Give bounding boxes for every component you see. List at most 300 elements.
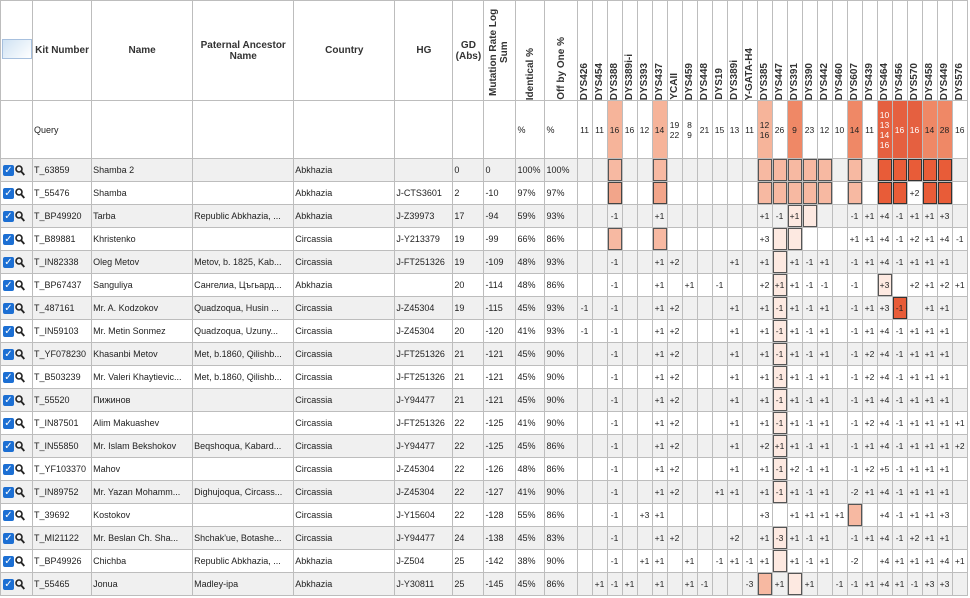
magnifier-icon[interactable] [15, 372, 25, 383]
marker-diff [592, 274, 607, 297]
off-by-one-pct: 97% [545, 182, 577, 205]
marker-diff [712, 343, 727, 366]
paternal-ancestor: Shchak'ue, Botashe... [193, 527, 294, 550]
off-by-one-pct: 86% [545, 504, 577, 527]
table-row[interactable] [1, 251, 968, 274]
magnifier-icon[interactable] [15, 533, 25, 544]
marker-diff [937, 159, 952, 182]
row-checkbox[interactable]: ✓ [4, 302, 13, 314]
row-checkbox[interactable]: ✓ [4, 325, 13, 337]
query-marker-value: 11 [742, 101, 757, 159]
marker-diff: +2 [667, 435, 682, 458]
identical-pct: 45% [516, 527, 545, 550]
paternal-ancestor: Madley-ipa [193, 573, 294, 596]
marker-diff: -1 [772, 297, 787, 320]
genetic-distance: 22 [453, 435, 484, 458]
marker-diff: +1 [652, 435, 667, 458]
marker-diff [682, 228, 697, 251]
col-marker-dys459[interactable] [682, 1, 697, 101]
marker-diff: +1 [787, 366, 802, 389]
table-row[interactable] [1, 435, 968, 458]
marker-diff: +4 [877, 412, 892, 435]
row-checkbox[interactable]: ✓ [4, 486, 13, 498]
row-checkbox[interactable]: ✓ [4, 463, 13, 475]
marker-diff: +2 [757, 435, 772, 458]
col-marker-dys576[interactable] [952, 1, 967, 101]
marker-diff [622, 366, 637, 389]
kit-number[interactable]: T_BP49920 [33, 205, 92, 228]
marker-diff [742, 366, 757, 389]
marker-diff [742, 182, 757, 205]
marker-diff [592, 504, 607, 527]
col-marker-dys391[interactable] [787, 1, 802, 101]
kit-number[interactable]: T_487161 [33, 297, 92, 320]
row-actions [1, 435, 33, 458]
marker-diff: +1 [817, 550, 832, 573]
col-country[interactable]: Country [294, 1, 395, 101]
col-marker-dys19[interactable] [712, 1, 727, 101]
col-marker-dys456[interactable] [892, 1, 907, 101]
row-actions [1, 251, 33, 274]
marker-diff [637, 458, 652, 481]
kit-number[interactable]: T_IN87501 [33, 412, 92, 435]
marker-diff: +1 [937, 320, 952, 343]
marker-diff: +1 [757, 527, 772, 550]
row-checkbox[interactable]: ✓ [4, 555, 13, 567]
marker-diff [697, 343, 712, 366]
marker-diff: +1 [817, 366, 832, 389]
magnifier-icon[interactable] [15, 510, 25, 521]
marker-diff [667, 228, 682, 251]
off-by-one-pct: 86% [545, 274, 577, 297]
magnifier-icon[interactable] [15, 441, 25, 452]
col-kit-number[interactable]: Kit Number [33, 1, 92, 101]
paternal-ancestor [193, 412, 294, 435]
query-empty-cell [193, 101, 294, 159]
magnifier-icon[interactable] [15, 165, 25, 176]
marker-diff [817, 573, 832, 596]
person-name: Tarba [92, 205, 193, 228]
query-off-by-one: % [545, 101, 577, 159]
marker-label: DYS607 [849, 62, 861, 100]
table-row[interactable] [1, 481, 968, 504]
kit-number[interactable]: T_IN55850 [33, 435, 92, 458]
marker-diff: +1 [937, 481, 952, 504]
identical-pct: 66% [516, 228, 545, 251]
marker-diff [592, 481, 607, 504]
col-marker-ycaii[interactable] [667, 1, 682, 101]
magnifier-icon[interactable] [15, 464, 25, 475]
marker-diff: +1 [787, 320, 802, 343]
col-marker-dys437[interactable] [652, 1, 667, 101]
off-by-one-pct: 86% [545, 228, 577, 251]
col-marker-dys447[interactable] [772, 1, 787, 101]
marker-diff: +2 [727, 527, 742, 550]
magnifier-icon[interactable] [15, 579, 25, 590]
kit-number[interactable]: T_IN89752 [33, 481, 92, 504]
kit-number[interactable]: T_55520 [33, 389, 92, 412]
marker-diff: +1 [727, 366, 742, 389]
marker-diff: +2 [667, 251, 682, 274]
col-identical[interactable] [516, 1, 545, 101]
col-gd[interactable]: GD (Abs) [453, 1, 484, 101]
mutation-rate: -121 [484, 389, 516, 412]
col-paternal[interactable]: Paternal Ancestor Name [193, 1, 294, 101]
marker-diff [952, 481, 967, 504]
marker-diff [667, 205, 682, 228]
marker-diff: +1 [937, 343, 952, 366]
marker-diff [637, 435, 652, 458]
col-off-by-one[interactable] [545, 1, 577, 101]
query-marker-part: 16 [879, 139, 890, 150]
marker-diff [832, 389, 847, 412]
marker-diff: -1 [802, 412, 817, 435]
marker-diff [757, 182, 772, 205]
person-name: Khasanbi Metov [92, 343, 193, 366]
marker-diff [697, 159, 712, 182]
magnifier-icon[interactable] [15, 556, 25, 567]
paternal-ancestor [193, 458, 294, 481]
kit-number[interactable]: T_39692 [33, 504, 92, 527]
col-marker-dys464[interactable] [877, 1, 892, 101]
marker-diff: +1 [922, 458, 937, 481]
table-row[interactable] [1, 205, 968, 228]
col-marker-dys449[interactable] [937, 1, 952, 101]
marker-diff [832, 297, 847, 320]
table-row[interactable] [1, 458, 968, 481]
row-checkbox[interactable]: ✓ [4, 279, 13, 291]
marker-diff: +1 [937, 412, 952, 435]
marker-diff: -1 [772, 366, 787, 389]
marker-diff [712, 412, 727, 435]
row-checkbox[interactable]: ✓ [4, 256, 13, 268]
kit-number[interactable]: T_63859 [33, 159, 92, 182]
kit-number[interactable]: T_B89881 [33, 228, 92, 251]
row-actions [1, 182, 33, 205]
marker-diff [832, 366, 847, 389]
marker-diff: -1 [577, 320, 592, 343]
kit-number[interactable]: T_MI21122 [33, 527, 92, 550]
marker-diff: +1 [787, 251, 802, 274]
magnifier-icon[interactable] [15, 326, 25, 337]
query-marker-value: 11 [577, 101, 592, 159]
marker-diff [577, 205, 592, 228]
marker-diff: +1 [652, 458, 667, 481]
marker-diff [892, 182, 907, 205]
col-marker-dys389i-i[interactable] [622, 1, 637, 101]
col-marker-dys389i[interactable] [727, 1, 742, 101]
marker-diff [592, 251, 607, 274]
person-name: Mr. Beslan Ch. Sha... [92, 527, 193, 550]
marker-diff: +1 [907, 504, 922, 527]
marker-diff [637, 182, 652, 205]
genetic-distance: 0 [453, 159, 484, 182]
off-by-one-pct: 90% [545, 389, 577, 412]
table-row[interactable] [1, 550, 968, 573]
marker-diff [877, 182, 892, 205]
row-actions [1, 389, 33, 412]
magnifier-icon[interactable] [15, 188, 25, 199]
paternal-ancestor: Met, b.1860, Qilishb... [193, 343, 294, 366]
marker-diff [832, 435, 847, 458]
table-row[interactable] [1, 228, 968, 251]
row-checkbox[interactable]: ✓ [4, 440, 13, 452]
marker-diff [712, 159, 727, 182]
marker-diff: +1 [907, 320, 922, 343]
col-marker-dys388[interactable] [607, 1, 622, 101]
query-select-cell [1, 101, 33, 159]
col-marker-dys390[interactable] [802, 1, 817, 101]
marker-diff [577, 550, 592, 573]
table-row[interactable] [1, 297, 968, 320]
marker-diff: -1 [832, 573, 847, 596]
marker-diff: -1 [607, 274, 622, 297]
col-marker-dys439[interactable] [862, 1, 877, 101]
table-row[interactable] [1, 182, 968, 205]
marker-diff: +1 [922, 228, 937, 251]
query-marker-value: 16 [907, 101, 922, 159]
query-label: Query [33, 101, 92, 159]
query-marker-value: 23 [802, 101, 817, 159]
row-actions [1, 504, 33, 527]
marker-diff: +1 [757, 412, 772, 435]
col-marker-dys460[interactable] [832, 1, 847, 101]
query-marker-value: 21 [697, 101, 712, 159]
kit-number[interactable]: T_IN82338 [33, 251, 92, 274]
haplogroup: J-Y94477 [395, 389, 453, 412]
marker-label: DYS437 [654, 62, 666, 100]
query-empty-cell [92, 101, 193, 159]
paternal-ancestor: Met, b.1860, Qilishb... [193, 366, 294, 389]
table-row[interactable] [1, 159, 968, 182]
marker-diff: -1 [772, 458, 787, 481]
row-checkbox[interactable]: ✓ [4, 210, 13, 222]
marker-diff: -1 [847, 435, 862, 458]
marker-diff [802, 182, 817, 205]
marker-diff: +1 [757, 297, 772, 320]
marker-diff [577, 412, 592, 435]
marker-diff [772, 228, 787, 251]
col-marker-dys442[interactable] [817, 1, 832, 101]
col-marker-dys570[interactable] [907, 1, 922, 101]
mutation-rate: -125 [484, 435, 516, 458]
marker-diff: -1 [802, 320, 817, 343]
marker-diff [697, 182, 712, 205]
marker-diff [832, 228, 847, 251]
person-name: Mr. A. Kodzokov [92, 297, 193, 320]
row-actions [1, 343, 33, 366]
row-checkbox[interactable]: ✓ [4, 371, 13, 383]
table-row[interactable] [1, 274, 968, 297]
marker-diff: +1 [862, 251, 877, 274]
col-marker-dys458[interactable] [922, 1, 937, 101]
marker-diff [757, 159, 772, 182]
marker-diff [637, 159, 652, 182]
genetic-distance: 21 [453, 389, 484, 412]
magnifier-icon[interactable] [15, 395, 25, 406]
marker-diff: +1 [592, 573, 607, 596]
identical-pct: 45% [516, 366, 545, 389]
marker-diff: +3 [757, 504, 772, 527]
marker-diff [952, 504, 967, 527]
person-name: Alim Makuashev [92, 412, 193, 435]
marker-diff [592, 389, 607, 412]
table-row[interactable] [1, 320, 968, 343]
marker-diff [787, 159, 802, 182]
marker-diff: +1 [727, 251, 742, 274]
marker-diff [682, 481, 697, 504]
haplogroup: J-Y94477 [395, 527, 453, 550]
row-checkbox[interactable]: ✓ [4, 187, 13, 199]
marker-diff: +1 [922, 527, 937, 550]
query-marker-part: 16 [759, 129, 770, 140]
marker-diff: +1 [787, 297, 802, 320]
row-checkbox[interactable]: ✓ [4, 509, 13, 521]
table-row[interactable] [1, 366, 968, 389]
kit-number[interactable]: T_B503239 [33, 366, 92, 389]
table-row[interactable] [1, 573, 968, 596]
marker-diff: +1 [757, 320, 772, 343]
marker-diff [772, 251, 787, 274]
identical-pct: 45% [516, 573, 545, 596]
marker-diff [922, 159, 937, 182]
marker-label: DYS389i-i [624, 53, 636, 100]
marker-diff [682, 159, 697, 182]
row-checkbox[interactable]: ✓ [4, 164, 13, 176]
marker-diff: +4 [877, 527, 892, 550]
marker-diff: -1 [847, 205, 862, 228]
row-actions [1, 320, 33, 343]
country: Circassia [294, 481, 395, 504]
table-row[interactable] [1, 389, 968, 412]
table-row[interactable] [1, 412, 968, 435]
marker-diff [652, 159, 667, 182]
marker-diff [742, 435, 757, 458]
row-actions [1, 205, 33, 228]
col-mutation-rate[interactable] [484, 1, 516, 101]
row-actions [1, 297, 33, 320]
marker-diff [577, 366, 592, 389]
row-checkbox[interactable]: ✓ [4, 348, 13, 360]
kit-number[interactable]: T_55465 [33, 573, 92, 596]
magnifier-icon[interactable] [15, 303, 25, 314]
country: Circassia [294, 251, 395, 274]
query-marker-part: 14 [879, 129, 890, 140]
marker-diff [577, 274, 592, 297]
marker-diff: +1 [787, 205, 802, 228]
col-hg[interactable]: HG [395, 1, 453, 101]
marker-diff [607, 228, 622, 251]
row-actions [1, 159, 33, 182]
magnifier-icon[interactable] [15, 349, 25, 360]
query-marker-value: 26 [772, 101, 787, 159]
row-checkbox[interactable]: ✓ [4, 417, 13, 429]
marker-diff [682, 412, 697, 435]
haplogroup: J-FT251326 [395, 251, 453, 274]
marker-diff [637, 412, 652, 435]
magnifier-icon[interactable] [15, 257, 25, 268]
magnifier-icon[interactable] [15, 280, 25, 291]
marker-diff: +4 [877, 481, 892, 504]
marker-label: DYS385 [759, 62, 771, 100]
marker-diff: +4 [877, 205, 892, 228]
marker-diff [712, 458, 727, 481]
marker-diff [592, 297, 607, 320]
marker-diff [637, 297, 652, 320]
marker-diff [682, 435, 697, 458]
row-checkbox[interactable]: ✓ [4, 532, 13, 544]
select-all-header[interactable] [1, 1, 33, 101]
magnifier-icon[interactable] [15, 487, 25, 498]
kit-number[interactable]: T_YF103370 [33, 458, 92, 481]
country: Circassia [294, 297, 395, 320]
marker-diff: +1 [817, 320, 832, 343]
kit-number[interactable]: T_BP67437 [33, 274, 92, 297]
person-name: Mr. Metin Sonmez [92, 320, 193, 343]
mutation-rate: -128 [484, 504, 516, 527]
col-marker-dys393[interactable] [637, 1, 652, 101]
genetic-distance: 17 [453, 205, 484, 228]
kit-number[interactable]: T_BP49926 [33, 550, 92, 573]
marker-diff [832, 550, 847, 573]
genetic-distance: 22 [453, 412, 484, 435]
kit-number[interactable]: T_YF078230 [33, 343, 92, 366]
marker-diff: +1 [652, 527, 667, 550]
row-checkbox[interactable]: ✓ [4, 233, 13, 245]
marker-diff [682, 182, 697, 205]
marker-diff: +2 [907, 228, 922, 251]
col-marker-dys448[interactable] [697, 1, 712, 101]
marker-diff: +4 [877, 435, 892, 458]
country: Circassia [294, 228, 395, 251]
col-marker-dys454[interactable] [592, 1, 607, 101]
marker-diff: +1 [922, 389, 937, 412]
marker-diff: +3 [937, 504, 952, 527]
marker-diff: +1 [922, 435, 937, 458]
haplogroup: J-Z39973 [395, 205, 453, 228]
col-marker-y-gata-h4[interactable] [742, 1, 757, 101]
table-row[interactable] [1, 343, 968, 366]
table-row[interactable] [1, 527, 968, 550]
col-marker-dys385[interactable] [757, 1, 772, 101]
magnifier-icon[interactable] [15, 211, 25, 222]
marker-diff [622, 343, 637, 366]
marker-diff [712, 527, 727, 550]
identical-pct: 38% [516, 550, 545, 573]
row-checkbox[interactable]: ✓ [4, 394, 13, 406]
marker-diff [832, 481, 847, 504]
marker-diff: +3 [877, 274, 892, 297]
country: Circassia [294, 412, 395, 435]
row-checkbox[interactable]: ✓ [4, 578, 13, 590]
kit-number[interactable]: T_IN59103 [33, 320, 92, 343]
marker-diff: +1 [727, 297, 742, 320]
kit-number[interactable]: T_55476 [33, 182, 92, 205]
col-marker-dys426[interactable] [577, 1, 592, 101]
marker-label: DYS447 [774, 62, 786, 100]
marker-diff: -1 [847, 320, 862, 343]
table-row[interactable] [1, 504, 968, 527]
identical-pct: 48% [516, 251, 545, 274]
marker-diff: +4 [877, 366, 892, 389]
col-marker-dys607[interactable] [847, 1, 862, 101]
marker-diff: +1 [652, 343, 667, 366]
marker-diff [862, 182, 877, 205]
magnifier-icon[interactable] [15, 418, 25, 429]
magnifier-icon[interactable] [15, 234, 25, 245]
col-name[interactable]: Name [92, 1, 193, 101]
marker-diff: +1 [652, 550, 667, 573]
